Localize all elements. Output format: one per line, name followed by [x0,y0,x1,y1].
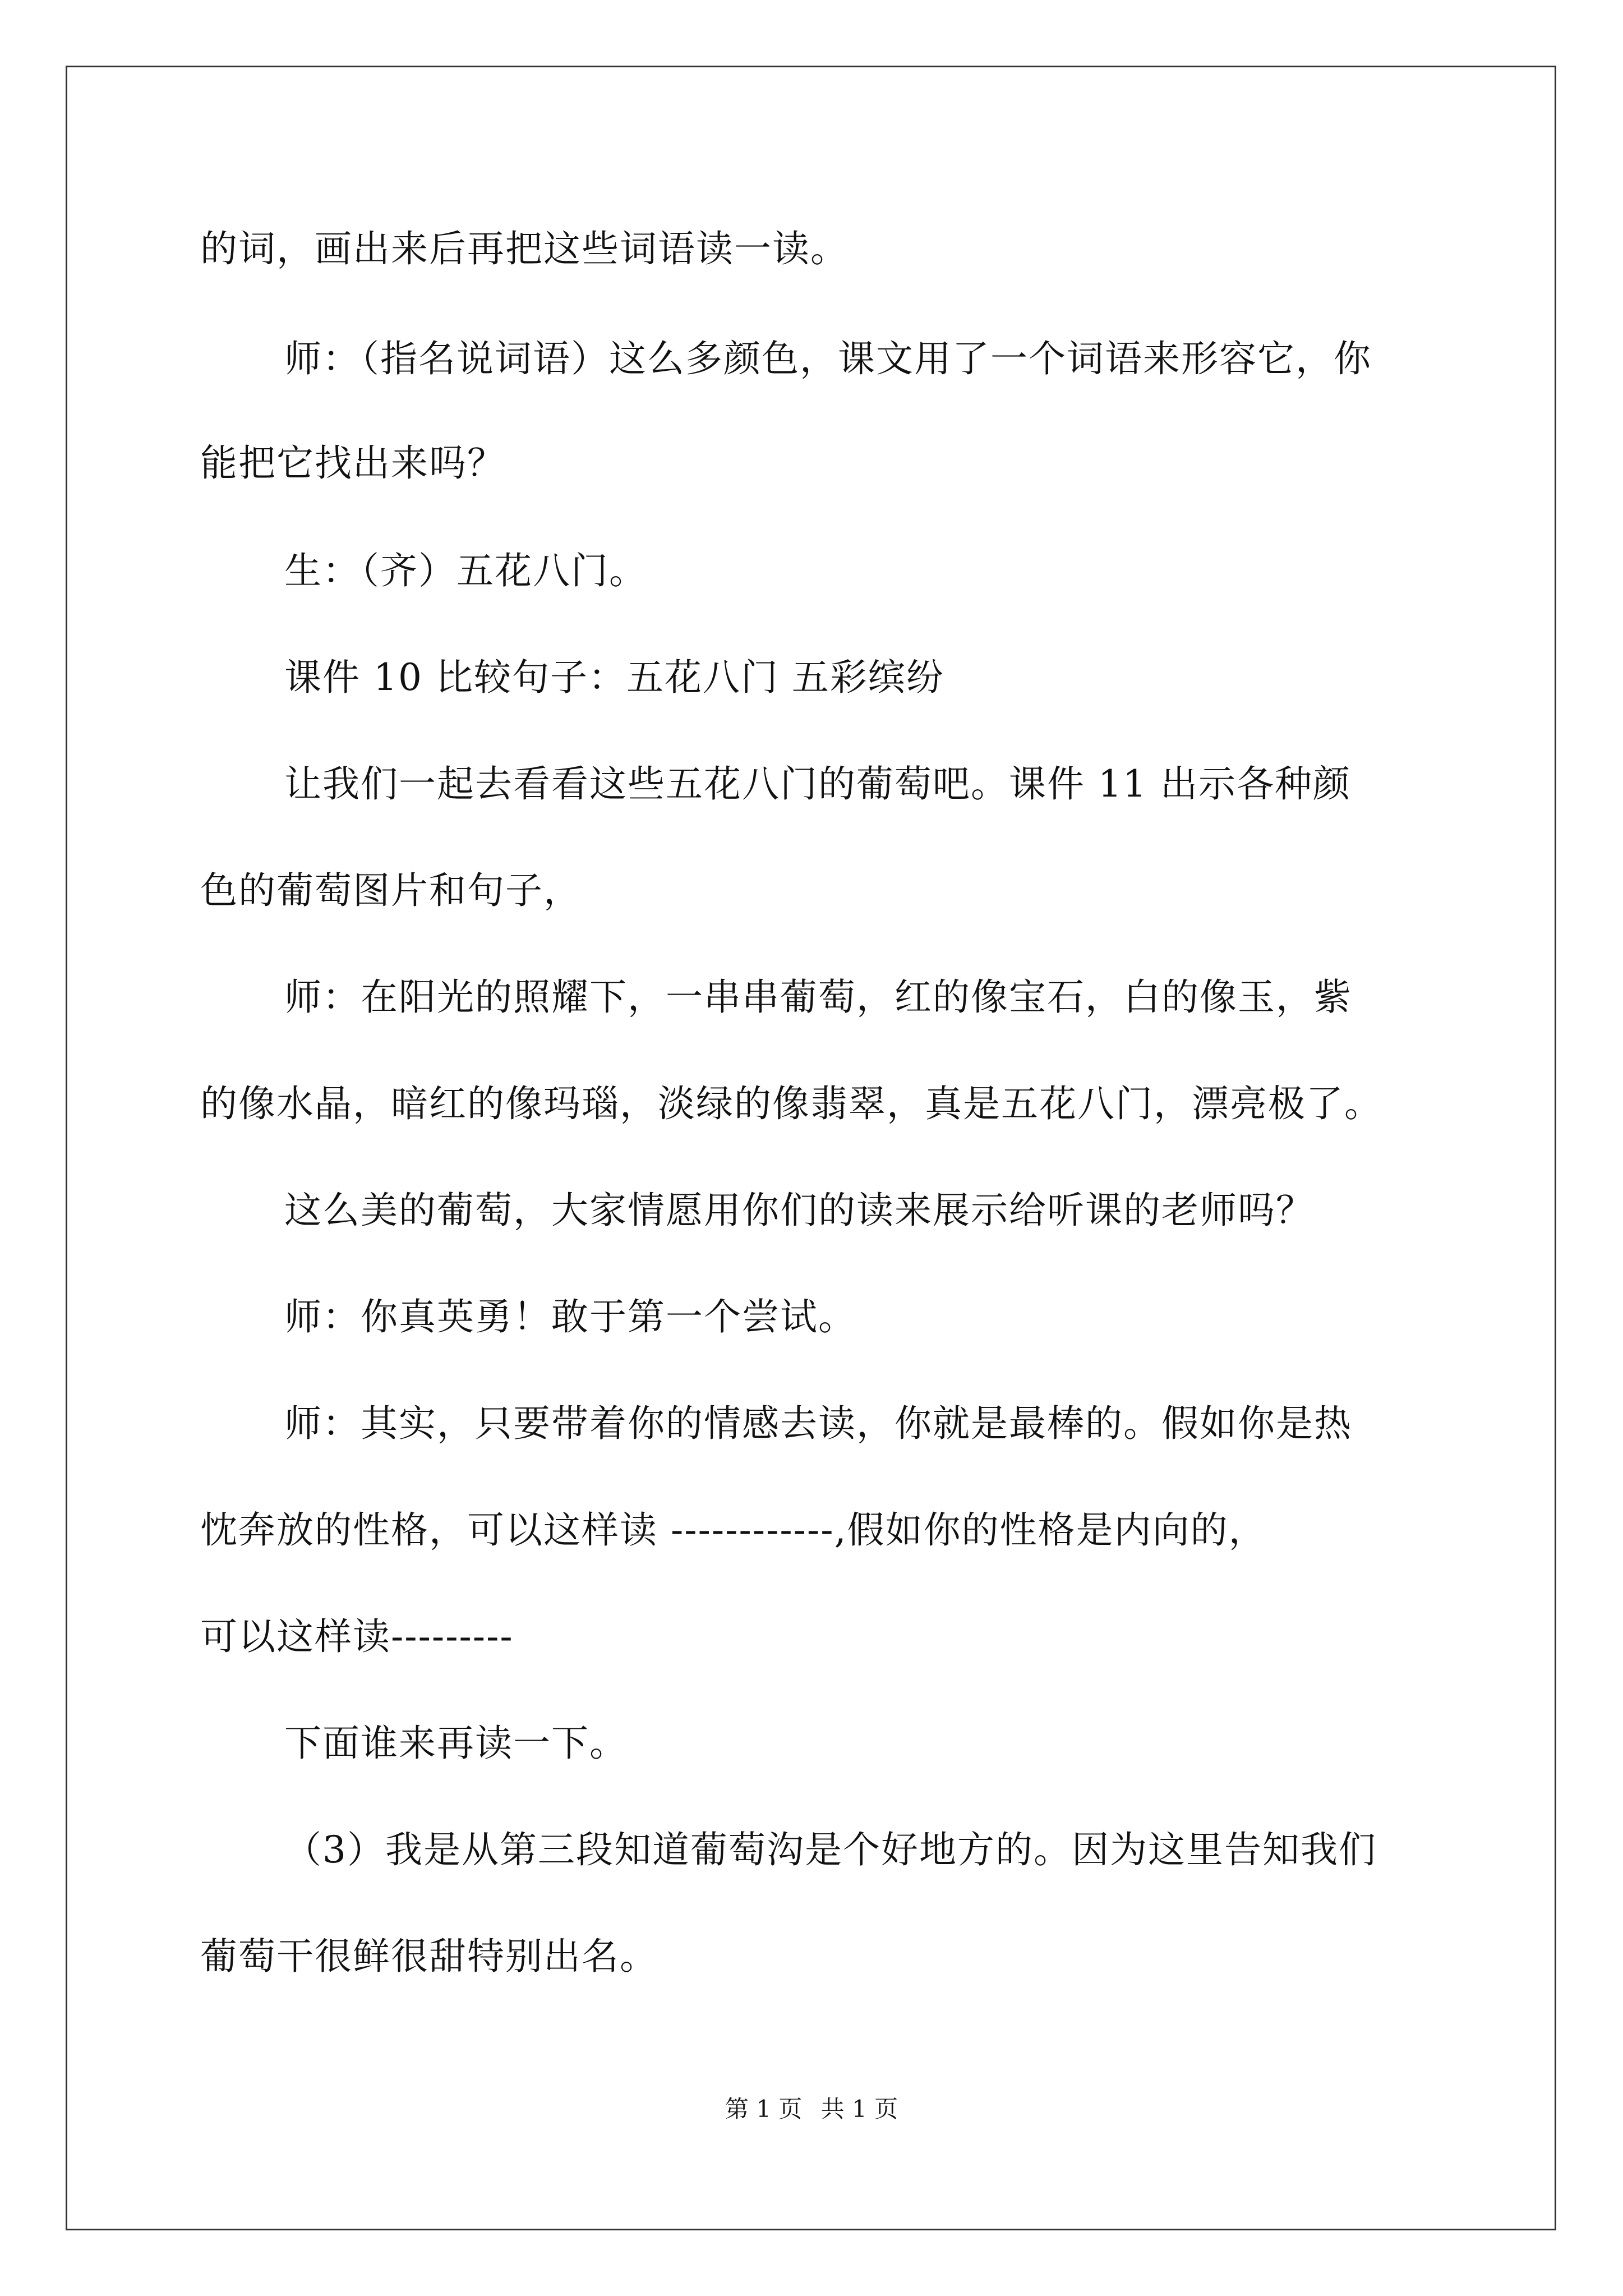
page-border [66,66,1556,2230]
text-line: （3）我是从第三段知道葡萄沟是个好地方的。因为这里告知我们 [284,1828,1377,1871]
page-total: 共 1 页 [820,2095,898,2123]
text-line: 这么美的葡萄，大家情愿用你们的读来展示给听课的老师吗？ [284,1189,1314,1232]
text-line: 忱奔放的性格，可以这样读 ------------,假如你的性格是内向的， [200,1508,1267,1552]
text-line: 让我们一起去看看这些五花八门的葡萄吧。课件 11 出示各种颜 [284,762,1351,806]
page-number: 第 1 页 [725,2095,803,2123]
page-footer [0,2092,1623,2126]
text-line: 色的葡萄图片和句子， [200,869,582,912]
text-line: 师：（指名说词语）这么多颜色，课文用了一个词语来形容它，你 [284,337,1372,380]
text-line: 可以这样读--------- [200,1615,514,1658]
text-line: 的词，画出来后再把这些词语读一读。 [200,227,849,270]
text-line: 的像水晶，暗红的像玛瑙，淡绿的像翡翠，真是五花八门，漂亮极了。 [200,1082,1382,1125]
text-line: 下面谁来再读一下。 [284,1722,628,1765]
text-line: 能把它找出来吗？ [200,441,505,485]
text-line: 葡萄干很鲜很甜特别出名。 [200,1935,658,1978]
text-line: 师：你真英勇！敢于第一个尝试。 [284,1295,856,1338]
text-line: 课件 10 比较句子：五花八门 五彩缤纷 [284,656,944,699]
text-line: 师：在阳光的照耀下，一串串葡萄，红的像宝石，白的像玉，紫 [284,976,1352,1019]
text-line: 师：其实，只要带着你的情感去读，你就是最棒的。假如你是热 [284,1402,1352,1445]
text-line: 生：（齐）五花八门。 [284,549,647,592]
